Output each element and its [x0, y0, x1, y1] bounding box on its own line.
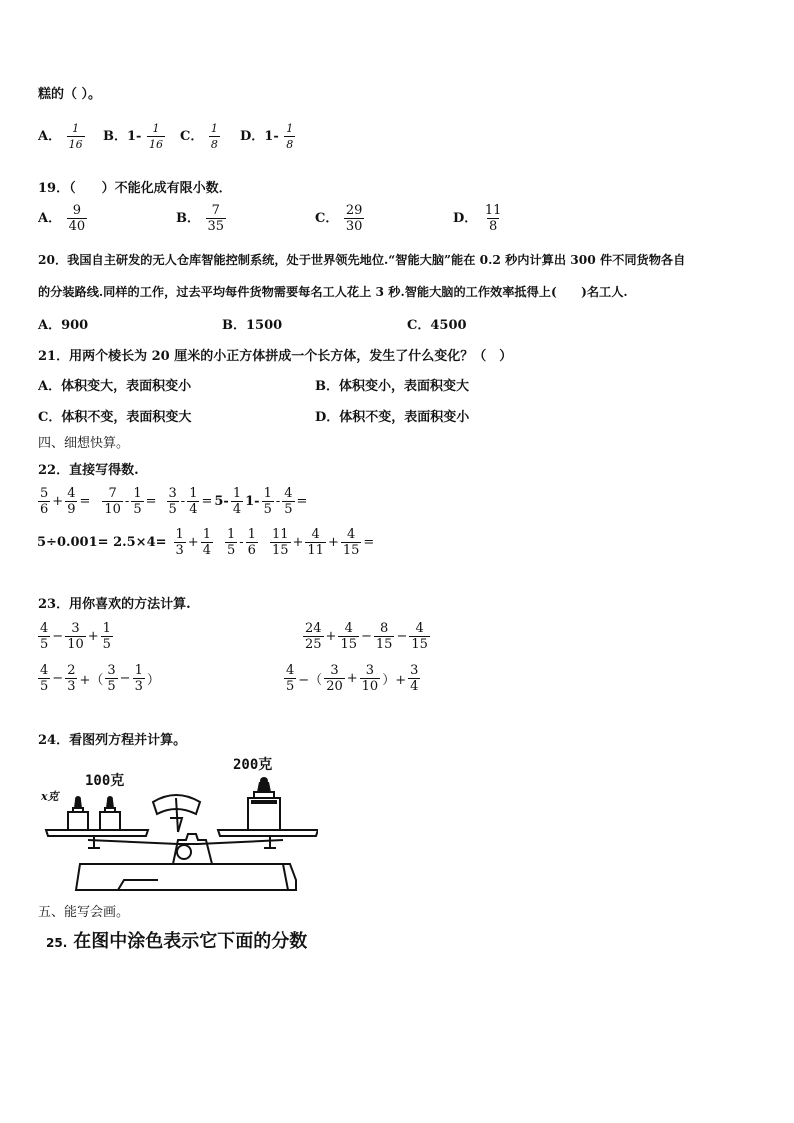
balance-scale-figure [38, 752, 318, 892]
q20-line2: 的分装路线.同样的工作，过去平均每件货物需要每名工人花上 3 秒.智能大脑的工作效率抵得上( )名工人. [38, 285, 628, 299]
q24-stem: 24．看图列方程并计算。 [38, 733, 187, 748]
q18-option-d: D．1- $\frac{1}{8}$ [240, 122, 294, 151]
q18-option-a: A． $\frac{1}{16}$ [38, 122, 83, 151]
q25-text: 在图中涂色表示它下面的分数 [73, 931, 308, 952]
q19-option-b: B． $\frac{7}{35}$ [176, 203, 225, 234]
q19-option-c: C． $\frac{29}{30}$ [315, 203, 363, 234]
q22-expression-2: 5÷0.001= 2.5×4= $\frac{1}{3}$ + $\frac{1}{4}$ $\frac{1}{5}$ - $\frac{1}{6}$ $\frac{11}{15}$ + $\frac{4}{11}$ + $\frac{4}{15}$ = [37, 527, 375, 558]
q18-option-c: C． $\frac{1}{8}$ [180, 122, 218, 151]
q20-option-a: A．900 [38, 318, 89, 333]
q21-option-d: D．体积不变，表面积变小 [315, 410, 470, 425]
q18-tail: 糕的（ ）。 [38, 87, 102, 102]
section-5-heading: 五、能写会画。 [38, 905, 130, 920]
q23-stem: 23．用你喜欢的方法计算. [38, 597, 191, 612]
q21-option-a: A．体积变大，表面积变小 [38, 379, 192, 394]
q23-expression-2: $\frac{24}{25}$ + $\frac{4}{15}$ − $\frac{8}{15}$ − $\frac{4}{15}$ [305, 621, 428, 652]
q23-expression-4: $\frac{4}{5}$ −（ $\frac{3}{20}$ + $\frac{3}{10}$ ）+ $\frac{3}{4}$ [286, 663, 419, 694]
q25-number: 25. [46, 936, 68, 950]
section-4-heading: 四、细想快算。 [38, 436, 130, 451]
q20-option-c: C．4500 [407, 318, 467, 333]
q22-expression-1: $\frac{5}{6}$ + $\frac{4}{9}$ = $\frac{7}{10}$ - $\frac{1}{5}$ = $\frac{3}{5}$ - $\frac{1}{4}$ = 5- $\frac{1}{4}$ 1- $\frac{1}{5}$ - $\frac{4}{5}$ = [40, 486, 308, 517]
label-100-grams: 100克 [85, 773, 125, 789]
q21-option-b: B．体积变小，表面积变大 [315, 379, 469, 394]
label-x-grams: x克 [41, 790, 59, 803]
q21-option-c: C．体积不变，表面积变大 [38, 410, 192, 425]
balance-scale-icon [38, 752, 318, 892]
q23-expression-3: $\frac{4}{5}$ − $\frac{2}{3}$ +（ $\frac{3}{5}$ − $\frac{1}{3}$ ） [40, 663, 160, 694]
q25-stem [46, 927, 307, 953]
q19-option-d: D． $\frac{11}{8}$ [453, 203, 502, 234]
q19-stem: 19．（ ）不能化成有限小数． [38, 181, 232, 196]
q23-expression-1: $\frac{4}{5}$ − $\frac{3}{10}$ + $\frac{1}{5}$ [40, 621, 111, 652]
label-200-grams: 200克 [233, 757, 273, 773]
q19-option-a: A． $\frac{9}{40}$ [38, 203, 86, 234]
q21-stem: 21．用两个棱长为 20 厘米的小正方体拼成一个长方体，发生了什么变化？（ ） [38, 349, 513, 364]
q22-stem: 22．直接写得数. [38, 463, 139, 478]
q18-option-b: B．1- $\frac{1}{16}$ [103, 122, 163, 151]
q20-line1: 20．我国自主研发的无人仓库智能控制系统，处于世界领先地位.“智能大脑”能在 0.2 秒内计算出 300 件不同货物各自 [38, 253, 686, 267]
q20-option-b: B．1500 [222, 318, 283, 333]
